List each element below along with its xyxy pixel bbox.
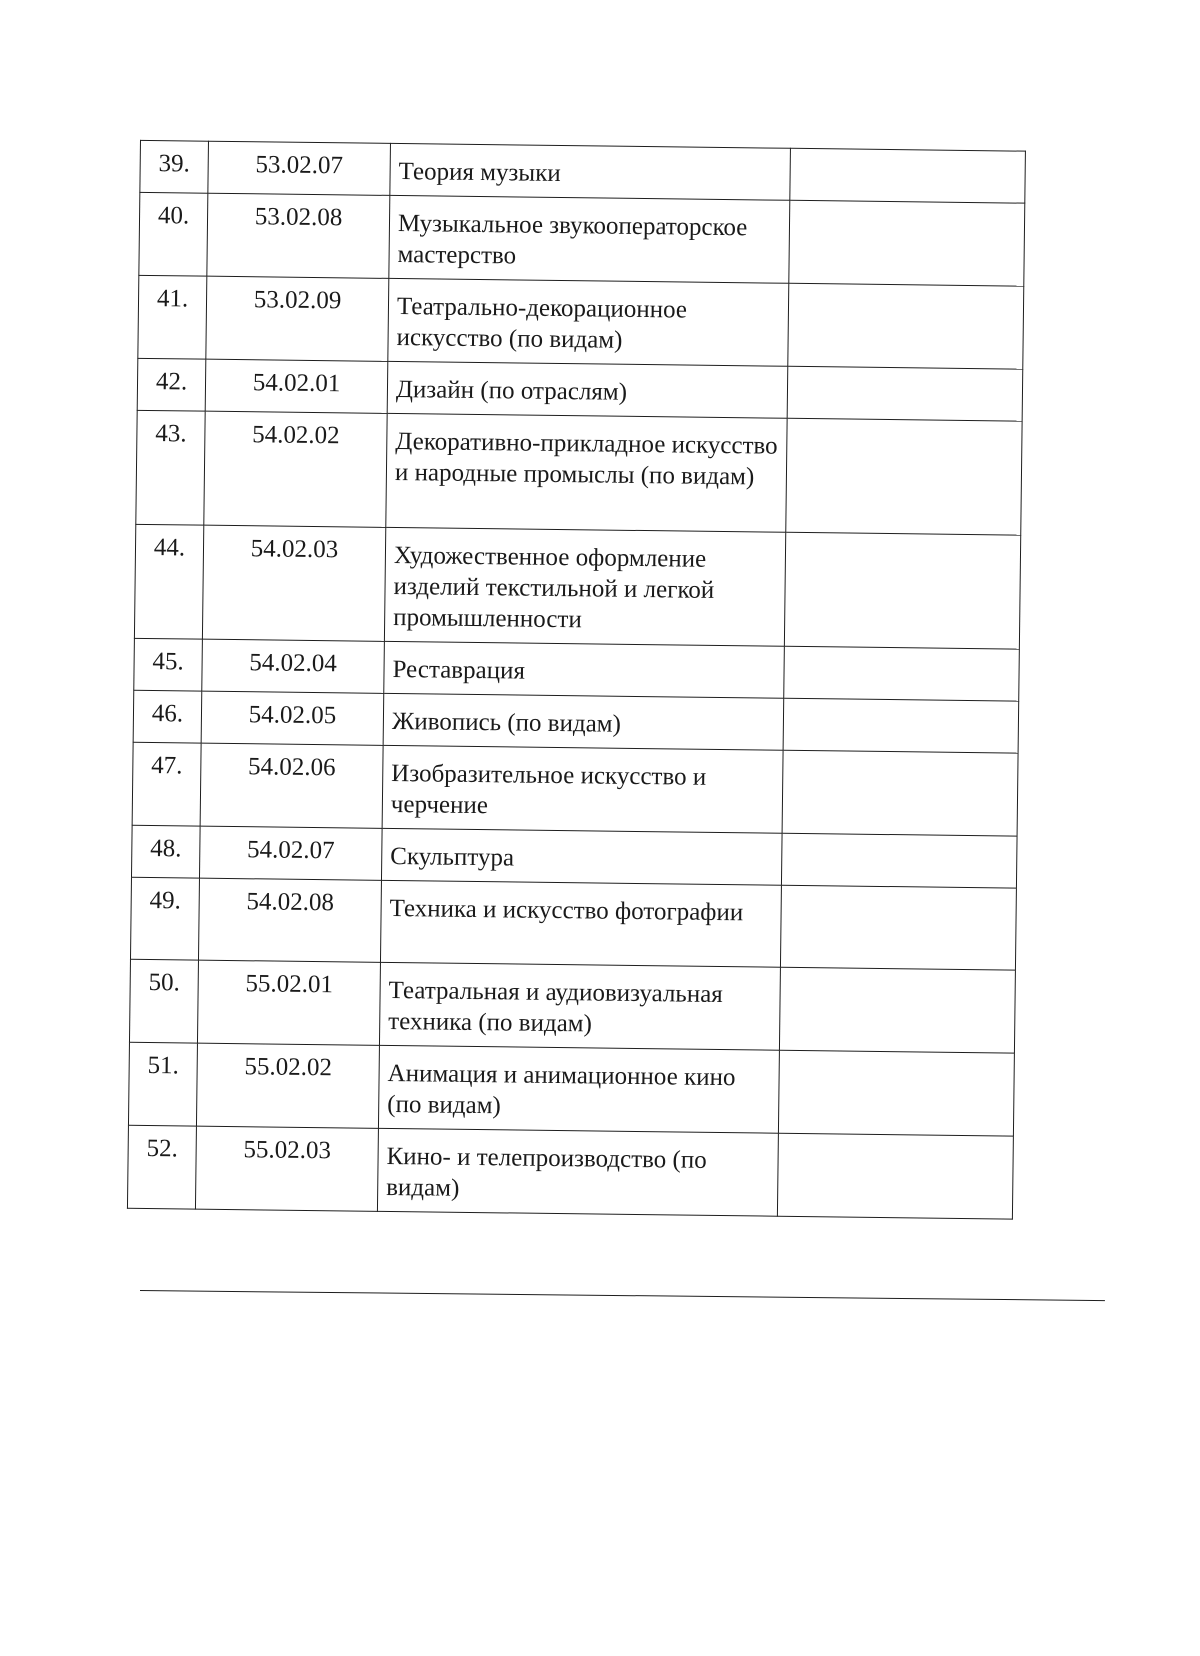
table-row bbox=[134, 524, 1020, 649]
row-number-cell: 49. bbox=[130, 877, 199, 960]
table-row bbox=[139, 192, 1025, 286]
specialty-name-cell: Техника и искусство фотографии bbox=[380, 880, 781, 967]
row-number-cell: 43. bbox=[136, 410, 205, 525]
row-number-cell: 48. bbox=[131, 825, 200, 878]
row-number-cell: 52. bbox=[127, 1125, 196, 1209]
row-number-cell: 42. bbox=[137, 358, 206, 411]
table-row bbox=[128, 1042, 1014, 1136]
empty-cell bbox=[780, 885, 1016, 970]
specialty-name-cell: Анимация и анимационное кино (по видам) bbox=[378, 1045, 779, 1133]
row-number-cell: 51. bbox=[128, 1042, 197, 1126]
table-row bbox=[127, 1125, 1013, 1219]
specialty-code-cell: 55.02.03 bbox=[195, 1126, 378, 1211]
empty-cell bbox=[786, 418, 1022, 535]
specialty-code-cell: 53.02.07 bbox=[208, 141, 391, 195]
specialty-name-cell: Теория музыки bbox=[390, 143, 791, 200]
row-number-cell: 47. bbox=[132, 742, 201, 826]
specialty-code-cell: 53.02.09 bbox=[206, 276, 389, 361]
specialty-name-cell: Дизайн (по отраслям) bbox=[387, 361, 788, 418]
footer-rule bbox=[140, 1290, 1105, 1301]
specialty-name-cell: Художественное оформление изделий текстильной и легкой промышленности bbox=[384, 527, 785, 646]
specialty-name-cell: Скульптура bbox=[381, 828, 782, 885]
row-number-cell: 50. bbox=[129, 959, 198, 1043]
empty-cell bbox=[784, 646, 1020, 701]
empty-cell bbox=[787, 366, 1023, 421]
empty-cell bbox=[777, 1133, 1013, 1219]
specialty-code-cell: 54.02.04 bbox=[202, 639, 385, 693]
empty-cell bbox=[782, 750, 1018, 836]
table-row bbox=[136, 410, 1022, 535]
row-number-cell: 41. bbox=[138, 275, 207, 359]
specialty-code-cell: 54.02.02 bbox=[204, 411, 387, 527]
specialty-code-cell: 54.02.08 bbox=[198, 878, 381, 962]
specialty-code-cell: 54.02.07 bbox=[199, 826, 382, 880]
empty-cell bbox=[781, 833, 1017, 888]
row-number-cell: 40. bbox=[139, 192, 208, 276]
specialties-table bbox=[127, 140, 1026, 1220]
specialty-code-cell: 55.02.01 bbox=[197, 960, 380, 1045]
empty-cell bbox=[778, 1050, 1014, 1136]
specialty-name-cell: Музыкальное звукооператорское мастерство bbox=[389, 195, 790, 283]
row-number-cell: 45. bbox=[134, 638, 203, 691]
specialty-name-cell: Театрально-декорационное искусство (по видам) bbox=[388, 278, 789, 366]
empty-cell bbox=[779, 967, 1015, 1053]
row-number-cell: 44. bbox=[134, 524, 203, 639]
specialty-code-cell: 55.02.02 bbox=[196, 1043, 379, 1128]
table-row bbox=[129, 959, 1015, 1053]
specialty-code-cell: 53.02.08 bbox=[207, 193, 390, 278]
table-row bbox=[130, 877, 1016, 970]
specialty-name-cell: Реставрация bbox=[384, 641, 785, 698]
empty-cell bbox=[788, 283, 1024, 369]
specialty-name-cell: Изобразительное искусство и черчение bbox=[382, 745, 783, 833]
empty-cell bbox=[784, 532, 1020, 649]
specialty-name-cell: Декоративно-прикладное искусство и народные промыслы (по видам) bbox=[386, 413, 787, 532]
row-number-cell: 46. bbox=[133, 690, 202, 743]
specialty-name-cell: Живопись (по видам) bbox=[383, 693, 784, 750]
specialties-table-wrapper bbox=[127, 140, 1026, 1220]
empty-cell bbox=[790, 148, 1026, 203]
table-body bbox=[127, 140, 1025, 1219]
table-row bbox=[138, 275, 1024, 369]
specialty-code-cell: 54.02.05 bbox=[201, 691, 384, 745]
specialty-name-cell: Кино- и телепроизводство (по видам) bbox=[377, 1128, 778, 1216]
empty-cell bbox=[789, 200, 1025, 286]
row-number-cell: 39. bbox=[140, 140, 209, 193]
specialty-code-cell: 54.02.03 bbox=[202, 525, 385, 641]
specialty-code-cell: 54.02.01 bbox=[205, 359, 388, 413]
table-row bbox=[132, 742, 1018, 836]
specialty-code-cell: 54.02.06 bbox=[200, 743, 383, 828]
specialty-name-cell: Театральная и аудиовизуальная техника (по видам) bbox=[379, 962, 780, 1050]
empty-cell bbox=[783, 698, 1019, 753]
